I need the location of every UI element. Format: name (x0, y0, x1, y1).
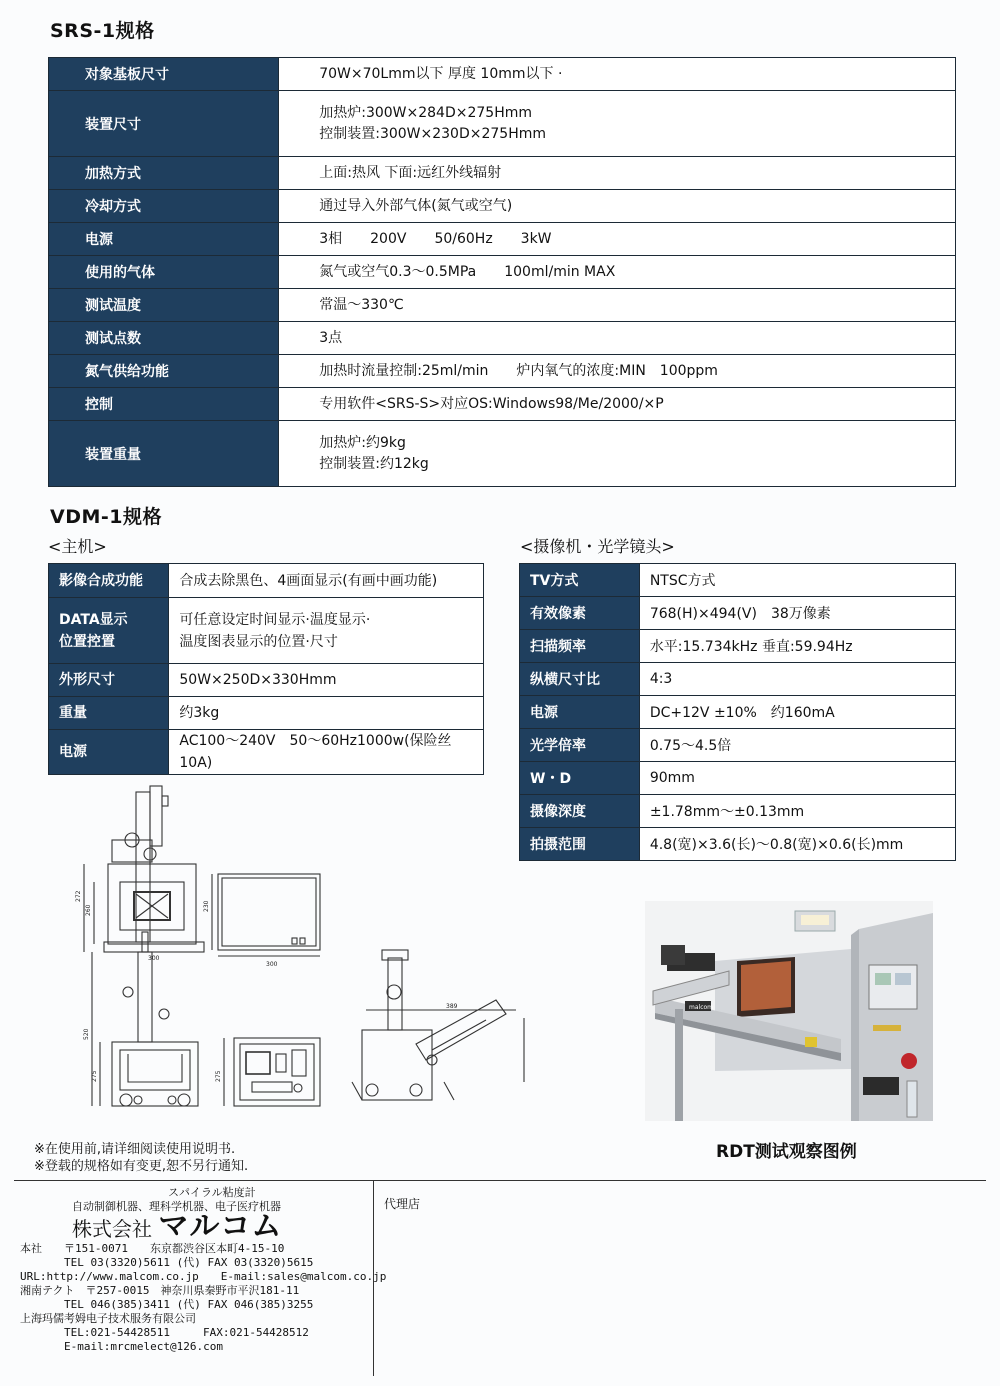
camera-row (520, 828, 956, 861)
srs-value-cell (279, 58, 956, 91)
srs-value-line: 上面:热风 下面:远红外线辐射 (319, 164, 502, 181)
camera-row (520, 630, 956, 663)
camera-value-cell: DC+12V ±10% 约160mA (639, 696, 955, 729)
main-key-cell (49, 730, 169, 775)
camera-value-cell: 水平:15.734kHz 垂直:59.94Hz (639, 630, 955, 663)
main-key-line: 位置控置 (59, 633, 115, 650)
srs-value-cell (279, 355, 956, 388)
address-line: TEL:021-54428511 FAX:021-54428512 (20, 1326, 309, 1339)
main-unit-heading: <主机> (48, 537, 107, 556)
srs-value-line: 70W×70Lmm以下 厚度 10mm以下 · (319, 65, 563, 82)
main-value-cell (169, 598, 484, 664)
camera-heading: <摄像机・光学镜头> (520, 537, 675, 556)
srs-value-line: 加热炉:300W×284D×275Hmm (319, 104, 533, 121)
dim-label: 260 (85, 904, 92, 916)
main-value-cell (169, 564, 484, 598)
camera-key-cell: 摄像深度 (520, 795, 640, 828)
srs-value-line: 加热炉:约9kg (319, 434, 406, 451)
vdm-main-table (48, 563, 484, 775)
agent-label: 代理店 (384, 1197, 421, 1211)
main-value-cell (169, 664, 484, 697)
camera-key-cell: TV方式 (520, 564, 640, 597)
srs-value-line: 3相 200V 50/60Hz 3kW (319, 230, 552, 247)
srs-value-cell (279, 157, 956, 190)
srs-value-cell (279, 388, 956, 421)
main-row (49, 564, 484, 598)
srs-value-line: 控制装置:约12kg (319, 455, 429, 472)
main-value-line: 约3kg (179, 705, 220, 721)
note-line: ※登载的规格如有变更,恕不另行通知. (34, 1159, 249, 1174)
camera-row (520, 597, 956, 630)
address-line: 湘南テクト 〒257-0015 神奈川県秦野市平沢181-11 (20, 1284, 300, 1297)
camera-value-cell: ±1.78mm～±0.13mm (639, 795, 955, 828)
srs-title: SRS-1规格 (50, 20, 155, 42)
dim-label: 520 (83, 1028, 90, 1040)
company-name (20, 1209, 386, 1244)
camera-key-cell: 光学倍率 (520, 729, 640, 762)
dim-label: 389 (446, 1003, 458, 1010)
camera-row (520, 564, 956, 597)
srs-row (49, 388, 956, 421)
srs-row (49, 223, 956, 256)
srs-key-cell: 加热方式 (49, 157, 279, 190)
camera-key-cell: 纵横尺寸比 (520, 663, 640, 696)
srs-value-cell (279, 421, 956, 487)
srs-key-cell: 测试点数 (49, 322, 279, 355)
main-value-cell (169, 697, 484, 730)
main-value-line: 温度图表显示的位置·尺寸 (179, 633, 338, 650)
address-line: TEL 046(385)3411 (代) FAX 046(385)3255 (20, 1298, 314, 1311)
address-line: 本社 〒151-0071 东京都渋谷区本町4-15-10 (20, 1242, 285, 1255)
main-key-cell (49, 697, 169, 730)
camera-value-cell: 90mm (639, 762, 955, 795)
main-value-line: 可任意设定时间显示·温度显示· (179, 611, 371, 628)
srs-value-line: 加热时流量控制:25ml/min 炉内氧气的浓度:MIN 100ppm (319, 362, 718, 379)
camera-value-cell: 768(H)×494(V) 38万像素 (639, 597, 955, 630)
company-prefix: 株式会社 (72, 1217, 152, 1241)
rdt-observation-photo (645, 901, 933, 1121)
camera-value-cell: 4:3 (639, 663, 955, 696)
vdm-camera-table (519, 563, 956, 861)
srs-value-line: 3点 (319, 329, 343, 346)
camera-key-cell: 拍摄范围 (520, 828, 640, 861)
srs-row (49, 190, 956, 223)
srs-key-cell: 测试温度 (49, 289, 279, 322)
srs-row (49, 58, 956, 91)
dim-label: 230 (203, 900, 210, 912)
camera-key-cell: 电源 (520, 696, 640, 729)
photo-caption: RDT测试观察图例 (716, 1142, 857, 1162)
main-key-line: 外形尺寸 (59, 672, 115, 688)
address-line: URL:http://www.malcom.co.jp E-mail:sales@malcom.co.jp (20, 1270, 387, 1283)
main-row (49, 664, 484, 697)
camera-key-cell: 有效像素 (520, 597, 640, 630)
main-key-cell (49, 564, 169, 598)
camera-value-cell: 4.8(宽)×3.6(长)～0.8(宽)×0.6(长)mm (639, 828, 955, 861)
main-value-line: 合成去除黑色、4画面显示(有画中画功能) (179, 572, 438, 589)
srs-key-cell: 对象基板尺寸 (49, 58, 279, 91)
srs-key-cell: 氮气供给功能 (49, 355, 279, 388)
srs-key-cell: 装置尺寸 (49, 91, 279, 157)
dim-label: 272 (75, 890, 82, 902)
company-logo: マルコム (158, 1209, 283, 1244)
photo-brand-label: malcom (689, 1004, 714, 1011)
camera-value-cell: 0.75～4.5倍 (639, 729, 955, 762)
srs-key-cell: 冷却方式 (49, 190, 279, 223)
srs-row (49, 355, 956, 388)
address-line: TEL 03(3320)5611 (代) FAX 03(3320)5615 (20, 1256, 314, 1269)
main-row (49, 598, 484, 664)
vdm-title: VDM-1规格 (50, 506, 162, 528)
srs-row (49, 256, 956, 289)
main-key-cell (49, 598, 169, 664)
srs-key-cell: 电源 (49, 223, 279, 256)
srs-value-line: 控制装置:300W×230D×275Hmm (319, 125, 547, 142)
srs-value-line: 专用软件<SRS-S>对应OS:Windows98/Me/2000/×P (319, 395, 664, 412)
company-block (20, 1186, 386, 1354)
srs-spec-table (48, 57, 956, 487)
camera-value-cell: NTSC方式 (639, 564, 955, 597)
srs-key-cell: 使用的气体 (49, 256, 279, 289)
main-key-line: 影像合成功能 (59, 572, 143, 589)
srs-value-cell (279, 223, 956, 256)
srs-value-cell (279, 190, 956, 223)
dim-label: 275 (215, 1070, 222, 1082)
main-value-cell (169, 730, 484, 775)
address-line: 上海玛儒考姆电子技术服务有限公司 (20, 1312, 196, 1325)
srs-row (49, 322, 956, 355)
dim-label: 300 (148, 955, 160, 962)
srs-row (49, 289, 956, 322)
srs-key-cell: 控制 (49, 388, 279, 421)
main-key-line: DATA显示 (59, 611, 128, 628)
camera-row (520, 729, 956, 762)
technical-drawings (76, 782, 536, 1132)
srs-value-cell (279, 256, 956, 289)
srs-key-cell: 装置重量 (49, 421, 279, 487)
srs-value-line: 常温～330℃ (319, 296, 404, 313)
srs-value-line: 通过导入外部气体(氮气或空气) (319, 197, 513, 214)
main-row (49, 697, 484, 730)
main-value-line: AC100～240V 50～60Hz1000w(保险丝10A) (179, 733, 452, 771)
srs-value-cell (279, 91, 956, 157)
main-row (49, 730, 484, 775)
camera-row (520, 663, 956, 696)
camera-row (520, 696, 956, 729)
main-key-cell (49, 664, 169, 697)
heater-front-view (108, 864, 196, 944)
camera-row (520, 795, 956, 828)
srs-row (49, 157, 956, 190)
srs-value-cell (279, 289, 956, 322)
main-key-line: 电源 (59, 744, 87, 760)
srs-row (49, 421, 956, 487)
main-key-line: 重量 (59, 705, 87, 721)
srs-row (49, 91, 956, 157)
srs-value-line: 氮气或空气0.3～0.5MPa 100ml/min MAX (319, 263, 616, 280)
heater-side-view (112, 1042, 198, 1106)
note-line: ※在使用前,请详细阅读使用说明书. (34, 1142, 236, 1157)
dim-label: 300 (266, 961, 278, 968)
dim-label: 275 (91, 1070, 98, 1082)
camera-key-cell: 扫描频率 (520, 630, 640, 663)
notes (34, 1141, 248, 1175)
product-line-1: スパイラル粘度計 (168, 1186, 256, 1199)
main-value-line: 50W×250D×330Hmm (179, 672, 337, 688)
address-line: E-mail:mrcmelect@126.com (20, 1340, 223, 1353)
product-line-2: 自动制御机器、理科学机器、电子医疗机器 (72, 1200, 281, 1213)
camera-key-cell: W・D (520, 762, 640, 795)
footer-divider (14, 1180, 986, 1181)
camera-row (520, 762, 956, 795)
srs-value-cell (279, 322, 956, 355)
